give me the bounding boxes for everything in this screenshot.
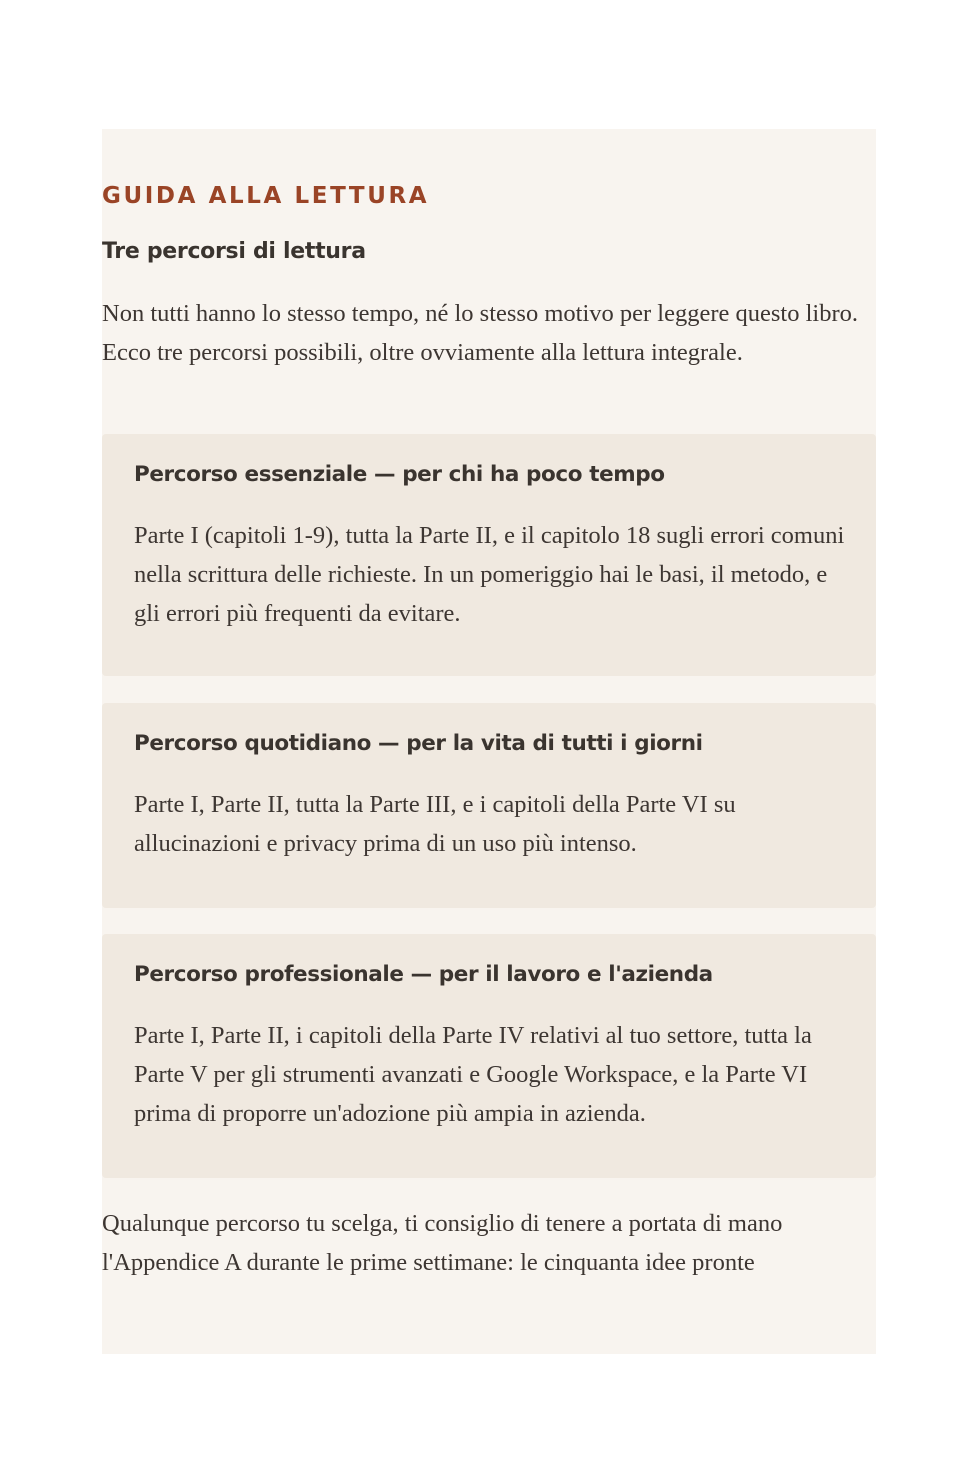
path-card-body: Parte I (capitoli 1-9), tutta la Parte II, e il capitolo 18 sugli errori comuni nella scrittura delle richieste. In un pomeriggio hai le basi, il metodo, e gli errori più frequenti da evitare. [134,522,845,627]
section-heading: Tre percorsi di lettura [102,239,366,264]
path-card-body: Parte I, Parte II, i capitoli della Parte IV relativi al tuo settore, tutta la Parte V per gli strumenti avanzati e Google Workspace, e la Parte VI prima di proporre un'adozione più ampia in azienda. [134,1022,812,1127]
intro-paragraph: Non tutti hanno lo stesso tempo, né lo stesso motivo per leggere questo libro. Ecco tre percorsi possibili, oltre ovviamente alla lettura integrale. [102,300,858,366]
path-card-daily [102,703,876,908]
path-card-title: Percorso professionale — per il lavoro e l'azienda [134,962,713,987]
path-card-body: Parte I, Parte II, tutta la Parte III, e i capitoli della Parte VI su allucinazioni e privacy prima di un uso più intenso. [134,791,736,857]
reading-guide-panel [102,129,876,1354]
outro-paragraph: Qualunque percorso tu scelga, ti consiglio di tenere a portata di mano l'Appendice A durante le prime settimane: le cinquanta idee pronte [102,1210,783,1276]
section-eyebrow: GUIDA ALLA LETTURA [102,183,430,209]
path-card-professional [102,934,876,1178]
path-card-title: Percorso essenziale — per chi ha poco tempo [134,462,665,487]
path-card-essential [102,434,876,676]
path-card-title: Percorso quotidiano — per la vita di tutti i giorni [134,731,703,756]
